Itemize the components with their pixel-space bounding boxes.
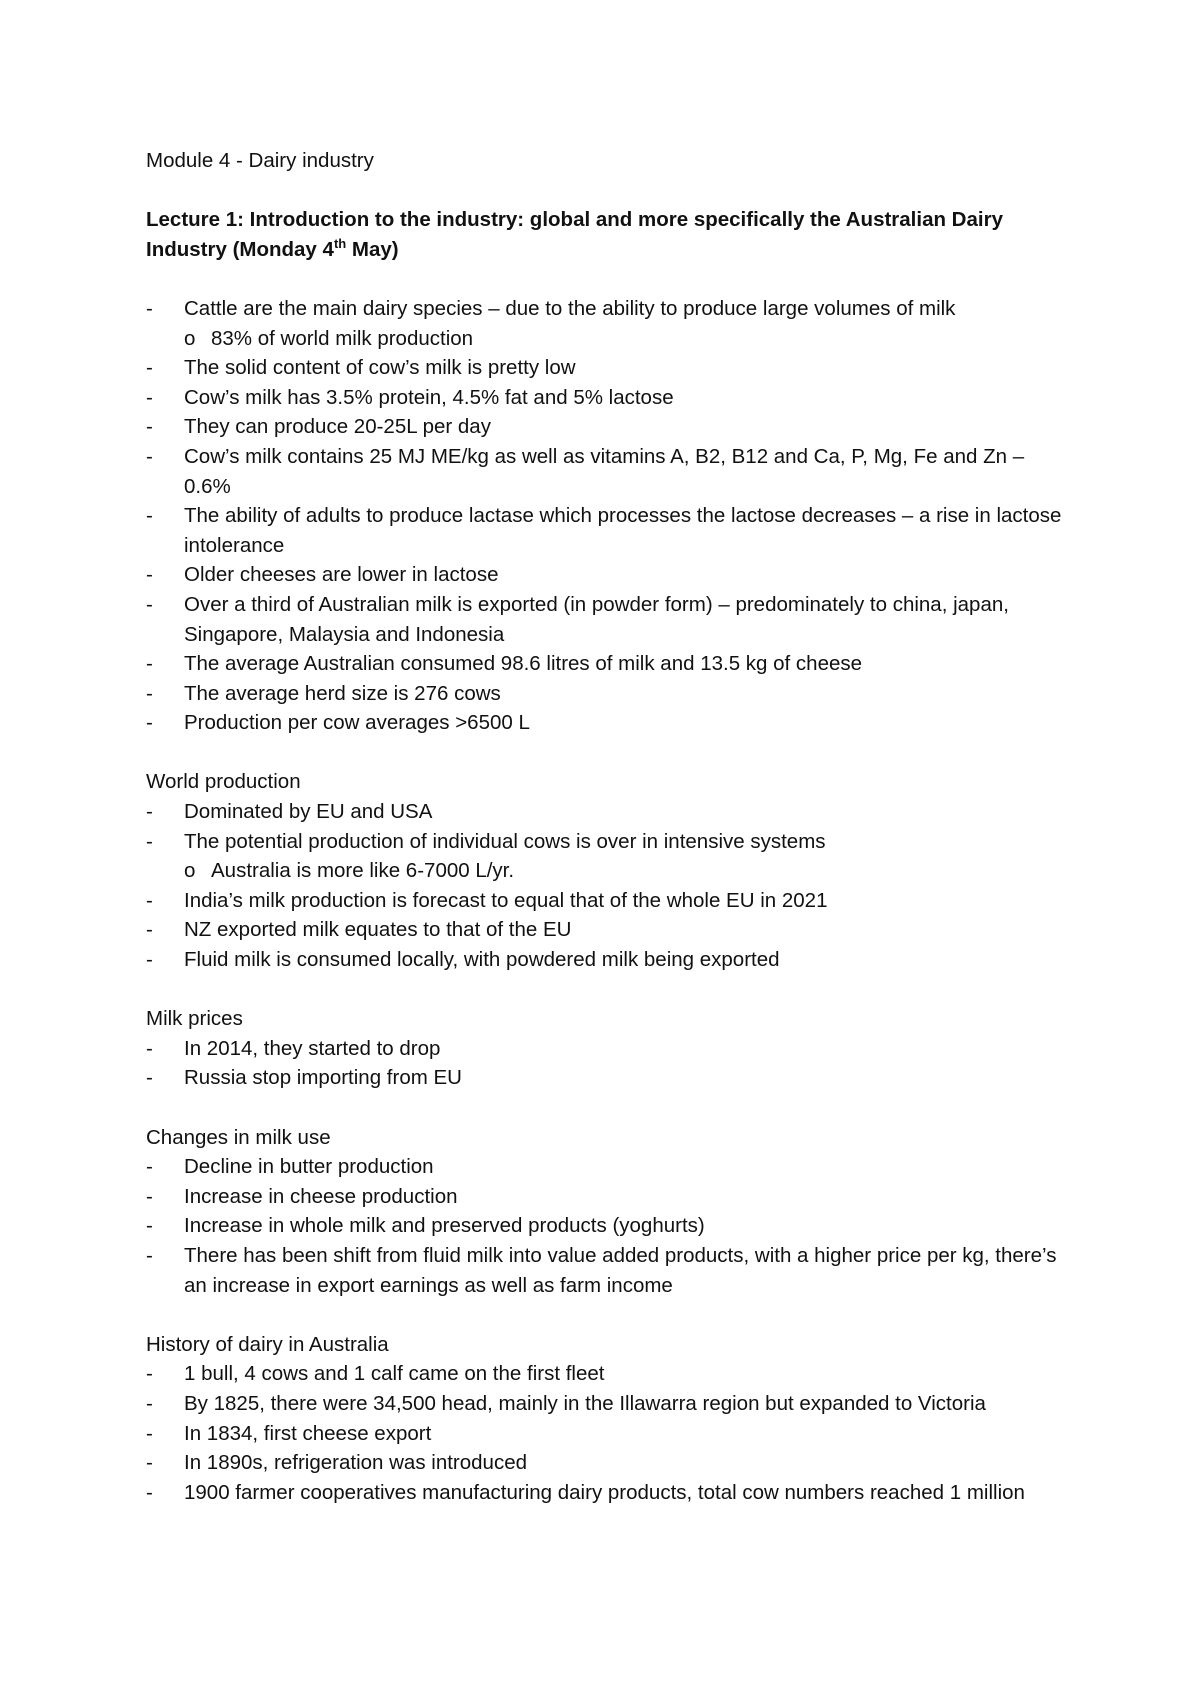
list-item bbox=[146, 915, 1076, 945]
document-title: Module 4 - Dairy industry bbox=[146, 149, 374, 172]
list-item-text: Older cheeses are lower in lactose bbox=[184, 563, 499, 587]
dash-bullet: - bbox=[146, 1391, 153, 1415]
list-item-text: NZ exported milk equates to that of the EU bbox=[184, 918, 572, 942]
list-item-text: Dominated by EU and USA bbox=[184, 800, 433, 824]
list-item-text: The solid content of cow’s milk is pretty low bbox=[184, 356, 576, 380]
list-item bbox=[146, 945, 1076, 975]
intro-list bbox=[146, 294, 1076, 738]
list-item bbox=[146, 679, 1076, 709]
section-heading-history: History of dairy in Australia bbox=[146, 1332, 389, 1356]
dash-bullet: - bbox=[146, 1480, 153, 1504]
list-item-text: In 2014, they started to drop bbox=[184, 1036, 441, 1060]
dash-bullet: - bbox=[146, 918, 153, 942]
list-item-text: 83% of world milk production bbox=[211, 326, 474, 350]
dash-bullet: - bbox=[146, 829, 153, 853]
dash-bullet: - bbox=[146, 1036, 153, 1060]
list-item bbox=[146, 1389, 1076, 1419]
dash-bullet: - bbox=[146, 681, 153, 705]
list-item bbox=[146, 827, 1076, 857]
list-item-text: There has been shift from fluid milk into value added products, with a higher price per kg, there’s an increase in export earnings as well as farm income bbox=[184, 1243, 1057, 1297]
circle-bullet: o bbox=[184, 326, 196, 350]
list-item-text: The average Australian consumed 98.6 litres of milk and 13.5 kg of cheese bbox=[184, 652, 863, 676]
list-item-text: 1900 farmer cooperatives manufacturing dairy products, total cow numbers reached 1 million bbox=[184, 1480, 1025, 1504]
list-item bbox=[146, 1211, 1076, 1241]
section-heading-world-production: World production bbox=[146, 770, 301, 794]
list-item bbox=[146, 1152, 1076, 1182]
list-item-text: Cattle are the main dairy species – due to the ability to produce large volumes of milk bbox=[184, 296, 956, 320]
list-item-text: The potential production of individual cows is over in intensive systems bbox=[184, 829, 826, 853]
changes-list bbox=[146, 1152, 1076, 1300]
list-item bbox=[146, 1063, 1076, 1093]
list-item bbox=[146, 442, 1076, 501]
list-item bbox=[146, 590, 1076, 649]
dash-bullet: - bbox=[146, 356, 153, 380]
list-item bbox=[146, 1478, 1076, 1508]
list-item bbox=[146, 649, 1076, 679]
list-item-text: Increase in cheese production bbox=[184, 1184, 458, 1208]
document-page bbox=[146, 146, 1076, 1507]
list-item-text: Production per cow averages >6500 L bbox=[184, 711, 530, 735]
list-item bbox=[146, 383, 1076, 413]
milk-prices-list bbox=[146, 1034, 1076, 1093]
dash-bullet: - bbox=[146, 948, 153, 972]
list-item bbox=[146, 1241, 1076, 1300]
dash-bullet: - bbox=[146, 652, 153, 676]
list-item bbox=[146, 353, 1076, 383]
dash-bullet: - bbox=[146, 1155, 153, 1179]
lecture-heading bbox=[146, 205, 1076, 264]
list-item-text: In 1834, first cheese export bbox=[184, 1421, 432, 1445]
list-item bbox=[146, 797, 1076, 827]
list-item-text: 1 bull, 4 cows and 1 calf came on the first fleet bbox=[184, 1362, 605, 1386]
history-list bbox=[146, 1359, 1076, 1507]
lecture-heading-superscript: th bbox=[333, 235, 347, 251]
circle-bullet: o bbox=[184, 859, 196, 883]
list-item-text: Decline in butter production bbox=[184, 1155, 434, 1179]
dash-bullet: - bbox=[146, 1362, 153, 1386]
list-item bbox=[146, 886, 1076, 916]
dash-bullet: - bbox=[146, 711, 153, 735]
lecture-heading-text-end: May) bbox=[346, 237, 399, 261]
sub-list-item bbox=[146, 324, 1076, 354]
dash-bullet: - bbox=[146, 504, 153, 528]
dash-bullet: - bbox=[146, 296, 153, 320]
list-item-text: Fluid milk is consumed locally, with powdered milk being exported bbox=[184, 948, 780, 972]
section-heading-changes-in-milk-use: Changes in milk use bbox=[146, 1125, 331, 1149]
list-item bbox=[146, 1419, 1076, 1449]
list-item bbox=[146, 412, 1076, 442]
dash-bullet: - bbox=[146, 415, 153, 439]
dash-bullet: - bbox=[146, 444, 153, 468]
list-item-text: Australia is more like 6-7000 L/yr. bbox=[211, 859, 515, 883]
list-item-text: In 1890s, refrigeration was introduced bbox=[184, 1451, 528, 1475]
dash-bullet: - bbox=[146, 888, 153, 912]
list-item-text: Increase in whole milk and preserved products (yoghurts) bbox=[184, 1214, 705, 1238]
list-item bbox=[146, 708, 1076, 738]
dash-bullet: - bbox=[146, 1451, 153, 1475]
list-item-text: The average herd size is 276 cows bbox=[184, 681, 501, 705]
list-item-text: Russia stop importing from EU bbox=[184, 1066, 462, 1090]
dash-bullet: - bbox=[146, 1421, 153, 1445]
list-item bbox=[146, 1182, 1076, 1212]
list-item-text: Over a third of Australian milk is exported (in powder form) – predominately to china, japan, Singapore, Malaysia and Indonesia bbox=[184, 592, 1009, 646]
list-item-text: The ability of adults to produce lactase which processes the lactose decreases – a rise in lactose intolerance bbox=[184, 504, 1062, 557]
list-item-text: They can produce 20-25L per day bbox=[184, 415, 491, 439]
list-item bbox=[146, 294, 1076, 324]
dash-bullet: - bbox=[146, 563, 153, 587]
dash-bullet: - bbox=[146, 1214, 153, 1238]
list-item-text: By 1825, there were 34,500 head, mainly in the Illawarra region but expanded to Victoria bbox=[184, 1391, 986, 1415]
list-item-text: India’s milk production is forecast to equal that of the whole EU in 2021 bbox=[184, 888, 828, 912]
list-item bbox=[146, 501, 1076, 560]
dash-bullet: - bbox=[146, 1066, 153, 1090]
section-heading-milk-prices: Milk prices bbox=[146, 1007, 243, 1031]
dash-bullet: - bbox=[146, 800, 153, 824]
sub-list-item bbox=[146, 856, 1076, 886]
dash-bullet: - bbox=[146, 1243, 153, 1267]
list-item bbox=[146, 560, 1076, 590]
list-item bbox=[146, 1448, 1076, 1478]
dash-bullet: - bbox=[146, 592, 153, 616]
world-production-list bbox=[146, 797, 1076, 975]
list-item-text: Cow’s milk has 3.5% protein, 4.5% fat and 5% lactose bbox=[184, 385, 674, 409]
list-item bbox=[146, 1034, 1076, 1064]
list-item-text: Cow’s milk contains 25 MJ ME/kg as well as vitamins A, B2, B12 and Ca, P, Mg, Fe and Zn – 0.6% bbox=[184, 444, 1025, 498]
dash-bullet: - bbox=[146, 385, 153, 409]
lecture-heading-text: Lecture 1: Introduction to the industry: global and more specifically the Australian Dairy Industry (Monday 4 bbox=[146, 208, 1003, 261]
list-item bbox=[146, 1359, 1076, 1389]
dash-bullet: - bbox=[146, 1184, 153, 1208]
